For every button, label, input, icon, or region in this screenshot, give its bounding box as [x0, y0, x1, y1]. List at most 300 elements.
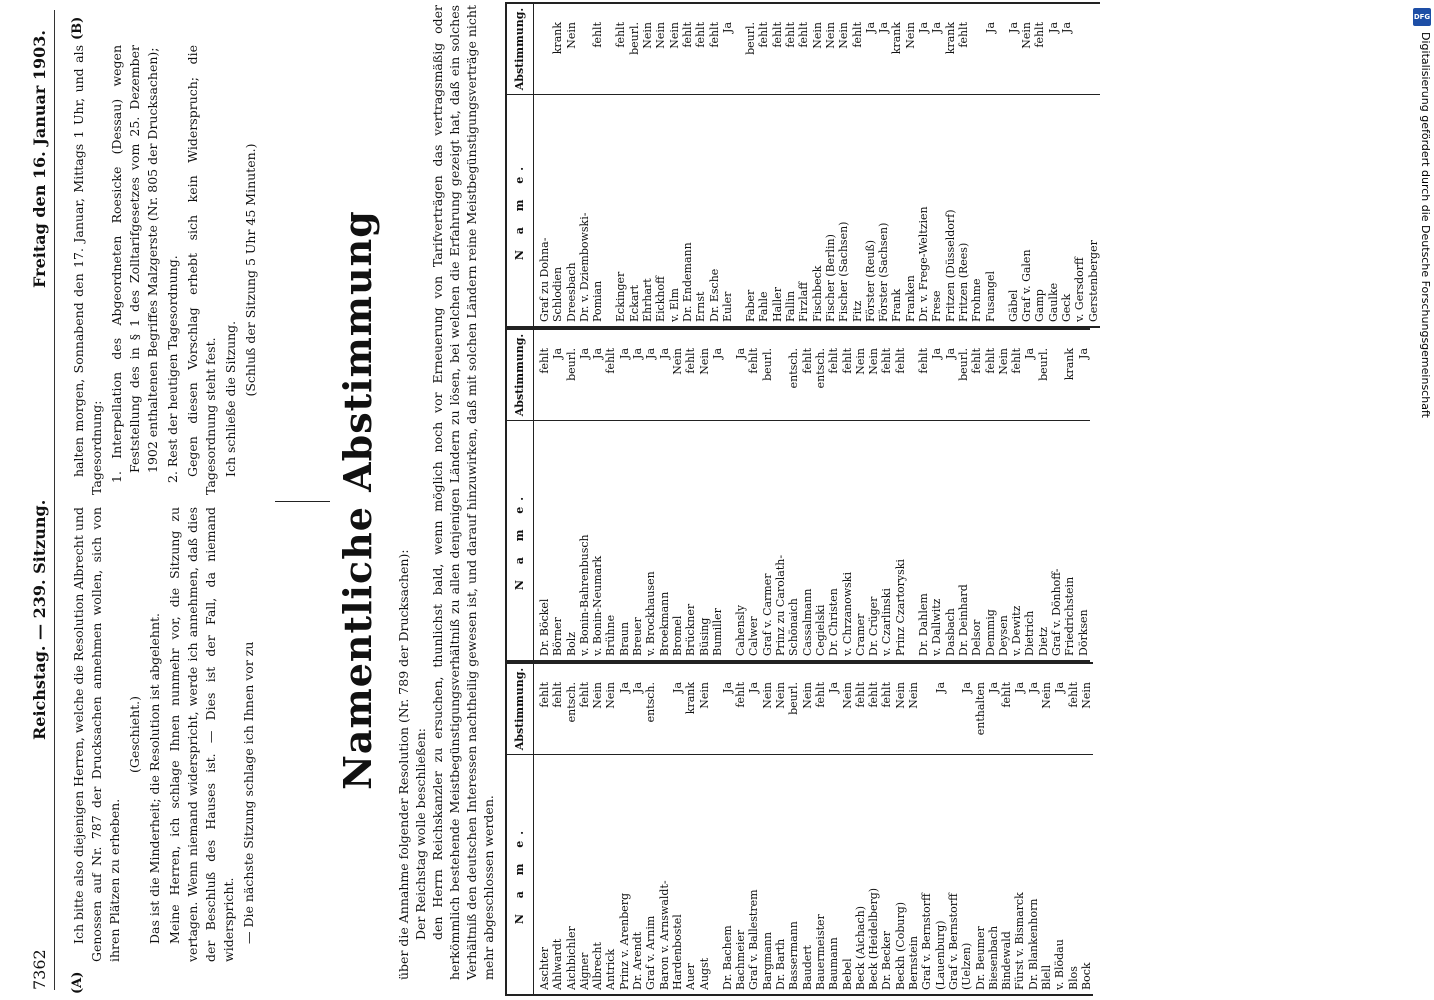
page-header	[14, 10, 54, 990]
voter-name: (Uelzen)	[960, 942, 974, 990]
vote-value: fehlt	[840, 348, 854, 374]
vote-value	[774, 330, 787, 420]
vote-value: fehlt	[970, 348, 984, 374]
voter-name: Dr. Endemann	[680, 242, 694, 322]
voter-name: Dr. Deinhard	[956, 584, 970, 656]
voter-name: Dr. Crüger	[867, 596, 881, 656]
speech-paragraph: Das ist die Minderheit; die Resolution ist abgelehnt.	[147, 612, 162, 944]
voter-name: Franken	[903, 275, 917, 322]
vote-value: Ja	[720, 682, 734, 693]
voter-name	[734, 97, 744, 322]
vote-value: beurl.	[760, 348, 774, 381]
voter-name: Prinz zu Carolath-	[774, 554, 788, 656]
speech-paragraph: (Schluß der Sitzung 5 Uhr 45 Minuten.)	[243, 143, 258, 397]
vote-value: Nein	[774, 682, 788, 709]
vote-value: fehlt	[694, 22, 708, 48]
vote-value: fehlt	[707, 22, 721, 48]
vote-value: Ja	[960, 682, 974, 693]
vote-value: enthalten	[973, 682, 987, 736]
voter-name: Eckinger	[614, 271, 628, 322]
voter-name: Delsor	[970, 619, 984, 656]
vote-value: fehlt	[867, 682, 881, 708]
vote-value: Nein	[670, 348, 684, 375]
vote-value: beurl.	[744, 22, 758, 55]
voter-name: v. Elm	[667, 288, 681, 322]
vote-column-header: Abstimmung.	[513, 333, 526, 417]
voter-name: Blell	[1039, 964, 1053, 990]
vote-value	[711, 664, 721, 754]
voter-name: Beckh (Coburg)	[893, 901, 907, 990]
vote-value: fehlt	[577, 682, 591, 708]
voter-name: Bachmeier	[734, 929, 748, 990]
vote-value: Ja	[877, 22, 891, 33]
speech-paragraph: Meine Herren, ich schlage Ihnen nunmehr vor, die Sitzung zu vertagen. Wenn niemand widerspricht, werde ich annehmen, daß dies der Beschluß des Hauses ist. — Dies ist der Fall, da niemand widerspricht.	[167, 507, 236, 962]
name-column-header: N a m e.	[507, 94, 533, 326]
resolution-text: den Herrn Reichskanzler zu ersuchen, thunlichst bald, wenn möglich noch vor Erneuerung von Tarifverträgen das vertragsmäßig oder herkömmlich bestehende Meistbegünstigungsverhältniß zu allen denjenigen Ländern zu lösen, bei welchen die Erfahrung gezeigt hat, daß ein solches Verhältniß den deutschen Interessen nachtheilig gewesen ist, und darauf hinzuwirken, daß mit solchen Ländern reine Meistbegünstigungsverträge nicht mehr abgeschlossen werden.	[430, 5, 496, 980]
vote-value: Nein	[823, 22, 837, 49]
digitization-notice: Digitalisierung gefördert durch die Deutsche Forschungsgemeinschaft	[1419, 32, 1432, 418]
voter-name: Fritzen (Rees)	[956, 242, 970, 322]
voter-name: Bernstein	[907, 935, 921, 990]
voter-name: Ehrhart	[641, 278, 655, 322]
voter-name: Graf zu Dohna-	[538, 237, 551, 322]
voter-name: Dr. Bachem	[720, 925, 734, 990]
digitization-strip	[1410, 0, 1434, 1000]
voter-name: Bauermeister	[813, 914, 827, 990]
vote-value	[997, 4, 1007, 94]
vote-value: krank	[1063, 348, 1077, 381]
vote-value: Ja	[734, 348, 748, 359]
vote-value: fehlt	[680, 22, 694, 48]
voter-name: Fahle	[757, 291, 771, 322]
margin-marker-b: (B)	[70, 16, 85, 40]
vote-value: fehlt	[757, 22, 771, 48]
vote-value: entsch.	[787, 348, 801, 389]
voter-name: Biesenbach	[986, 925, 1000, 990]
voter-name: Eickhoff	[654, 276, 668, 322]
vote-value: Ja	[1013, 682, 1027, 693]
header-rule	[54, 10, 55, 990]
voter-name: Graf v. Bernstorff	[946, 893, 960, 990]
voter-name: Cassalmann	[800, 588, 814, 656]
speech-paragraph: halten morgen, Sonnabend den 17. Januar, Mittags 1 Uhr, und als Tagesordnung:	[71, 45, 104, 495]
vote-value: Ja	[863, 22, 877, 33]
voter-name: v. Gersdorff	[1073, 257, 1087, 322]
vote-value	[970, 4, 983, 94]
voter-name: Cegielski	[813, 604, 827, 656]
vote-value: Ja	[1026, 682, 1040, 693]
vote-value: Nein	[1020, 22, 1034, 49]
voter-name: Blos	[1066, 966, 1080, 990]
vote-value: Ja	[933, 682, 947, 693]
voter-name: Friedrichstein	[1063, 576, 1077, 656]
page-number: 7362	[30, 949, 49, 990]
vote-value: beurl.	[787, 682, 801, 715]
vote-column	[534, 330, 1090, 420]
vote-value	[604, 4, 614, 94]
vote-value: Ja	[917, 22, 931, 33]
vote-value: fehlt	[797, 22, 811, 48]
voter-name	[997, 97, 1007, 322]
voter-name: Dr. Barth	[774, 938, 788, 990]
voter-name: Dr. v. Dziembowski-	[577, 212, 591, 322]
vote-table-1	[505, 662, 1093, 996]
vote-value: fehlt	[551, 682, 565, 708]
voter-name: Bebel	[840, 958, 854, 990]
speech-paragraph: (Geschieht.)	[127, 695, 142, 774]
voter-name: Demmig	[983, 609, 997, 656]
voter-name: (Lauenburg)	[933, 920, 947, 990]
vote-column-header: Abstimmung.	[513, 7, 526, 91]
voter-name: Graf v. Bernstorff	[920, 893, 934, 990]
voter-name: Antrick	[604, 948, 618, 990]
voter-name: Bumiller	[710, 608, 724, 656]
voter-name: Haller	[770, 287, 784, 322]
vote-value: krank	[890, 22, 904, 55]
vote-value: Nein	[1079, 682, 1093, 709]
voter-name: Geck	[1059, 293, 1073, 322]
vote-value: Nein	[667, 22, 681, 49]
vote-value: Ja	[1023, 348, 1037, 359]
voter-name: Brühne	[604, 614, 618, 656]
vote-value: Nein	[907, 682, 921, 709]
vote-value	[1087, 4, 1100, 94]
speech-paragraph: — Die nächste Sitzung schlage ich Ihnen vor zu	[241, 641, 256, 944]
vote-value: beurl.	[956, 348, 970, 381]
voter-name: v. Chrzanowski	[840, 572, 854, 656]
vote-value: Ja	[551, 348, 565, 359]
voter-name: v. Dallwitz	[930, 598, 944, 656]
voter-name: Fischbeck	[810, 265, 824, 322]
vote-column-header: Abstimmung.	[513, 667, 526, 751]
voter-name: Brückner	[684, 603, 698, 656]
vote-value: Ja	[577, 348, 591, 359]
voter-name: Dr. Becker	[880, 930, 894, 990]
voter-name: Dr. Beumer	[973, 926, 987, 990]
voter-name: Förster (Reuß)	[863, 239, 877, 322]
voter-name: v. Brockhausen	[644, 571, 658, 656]
voter-name: Dietrich	[1023, 610, 1037, 656]
voter-name: Frohme	[970, 278, 984, 322]
vote-value	[578, 4, 591, 94]
voter-name: v. Dewitz	[1010, 605, 1024, 656]
voter-name: Fürst v. Bismarck	[1013, 892, 1027, 990]
vote-value: Ja	[1046, 22, 1060, 33]
vote-value: fehlt	[784, 22, 798, 48]
vote-value: Ja	[930, 22, 944, 33]
voter-name: Gerstenberger	[1086, 240, 1100, 322]
voter-name: Schlodien	[551, 266, 565, 322]
vote-table-2	[505, 328, 1090, 662]
vote-value: Ja	[617, 348, 631, 359]
voter-name: Graf v. Arnim	[644, 915, 658, 990]
voter-name: Eckart	[627, 284, 641, 322]
voter-name: Firzlaff	[797, 281, 811, 322]
name-column	[534, 420, 1090, 660]
table-header	[507, 4, 534, 326]
vote-value: fehlt	[893, 348, 907, 374]
voter-name: Beck (Heidelberg)	[867, 887, 881, 990]
vote-value: beurl.	[1036, 348, 1050, 381]
voter-name	[604, 97, 614, 322]
vote-value: krank	[551, 22, 565, 55]
voter-name: v. Czarlinski	[880, 588, 894, 656]
speech-paragraph: Ich schließe die Sitzung.	[223, 320, 238, 477]
voter-name: Frank	[890, 288, 904, 322]
voter-name: Braun	[617, 621, 631, 656]
voter-name: Augst	[697, 957, 711, 990]
voter-name: Pomian	[591, 280, 605, 322]
vote-value: fehlt	[604, 348, 618, 374]
vote-value: Ja	[827, 682, 841, 693]
voter-name: Fitz	[850, 300, 864, 322]
speech-left-column	[70, 507, 260, 962]
table-header	[507, 664, 534, 994]
vote-value	[1050, 330, 1063, 420]
vote-value: Nein	[654, 22, 668, 49]
voter-name: Gaulke	[1046, 282, 1060, 322]
voter-name: Graf v. Galen	[1020, 249, 1034, 322]
vote-value: Nein	[840, 682, 854, 709]
vote-value: beurl.	[564, 348, 578, 381]
voter-name: Fusangel	[983, 270, 997, 322]
voter-name: Hardenbostel	[670, 914, 684, 990]
vote-value	[947, 664, 960, 754]
voter-name: Prinz Czartoryski	[893, 559, 907, 656]
vote-value: Nein	[800, 682, 814, 709]
name-column-header: N a m e.	[507, 420, 533, 660]
voter-name: Broekmann	[657, 591, 671, 656]
vote-value: Nein	[760, 682, 774, 709]
vote-value: Nein	[604, 682, 618, 709]
vote-value	[538, 4, 551, 94]
voter-name: Graf v. Dönhoff-	[1049, 568, 1063, 656]
voter-name: Fischer (Berlin)	[823, 234, 837, 322]
vote-value: Ja	[631, 348, 645, 359]
vote-value: Ja	[591, 348, 605, 359]
voter-name: Gäbel	[1006, 289, 1020, 322]
vote-value: fehlt	[591, 22, 605, 48]
vote-value: Nein	[697, 682, 711, 709]
vote-value: Ja	[983, 22, 997, 33]
vote-value: fehlt	[983, 348, 997, 374]
voter-name: Frese	[930, 290, 944, 322]
voter-name: Faber	[744, 289, 758, 322]
voter-name: Baudert	[800, 945, 814, 990]
voter-name: v. Bonin-Bahrenbusch	[577, 534, 591, 656]
name-column	[534, 754, 1093, 994]
vote-value: entsch.	[564, 682, 578, 723]
voter-name: Dreesbach	[564, 262, 578, 322]
intro-line: Der Reichstag wolle beschließen:	[413, 728, 428, 940]
voter-name: Aschter	[538, 946, 551, 990]
voter-name: Gamp	[1033, 289, 1047, 322]
section-divider	[275, 498, 330, 502]
voter-name: Dr. v. Frege-Weltzien	[917, 206, 931, 322]
table-header	[507, 330, 534, 660]
vote-value: krank	[943, 22, 957, 55]
vote-value: Ja	[710, 348, 724, 359]
vote-value: fehlt	[734, 682, 748, 708]
voter-name: Dr. Böckel	[538, 598, 551, 656]
session-date: Freitag den 16. Januar 1903.	[30, 30, 49, 288]
vote-value: Nein	[697, 348, 711, 375]
vote-value: Ja	[657, 348, 671, 359]
voter-name: Baron v. Arnswaldt-	[657, 880, 671, 990]
voter-name: Baumann	[827, 937, 841, 990]
voter-name: Fischer (Sachsen)	[837, 221, 851, 322]
voter-name: Bindewald	[1000, 931, 1014, 990]
voter-name: Bassermann	[787, 921, 801, 990]
vote-value: krank	[684, 682, 698, 715]
voter-name: Bock	[1079, 962, 1093, 990]
voter-name: Ahlwardt	[551, 938, 565, 990]
voter-name: Dr. Dahlem	[917, 593, 931, 656]
voter-name	[711, 757, 721, 990]
vote-value: Ja	[986, 682, 1000, 693]
vote-value: Nein	[893, 682, 907, 709]
voter-name: Büsing	[697, 617, 711, 656]
vote-value: Ja	[720, 22, 734, 33]
vote-value: fehlt	[538, 348, 551, 374]
vote-value	[658, 664, 671, 754]
voter-name	[724, 423, 734, 656]
vote-value: Ja	[1006, 22, 1020, 33]
name-column-header: N a m e.	[507, 754, 533, 994]
session-title: Reichstag. — 239. Sitzung.	[30, 499, 49, 740]
voter-name: Bolz	[564, 631, 578, 656]
voter-name: Dr. Esche	[707, 268, 721, 322]
vote-value: fehlt	[827, 348, 841, 374]
voter-name: v. Bonin-Neumark	[591, 555, 605, 656]
voter-name: Deysen	[996, 615, 1010, 656]
voter-name: Auer	[684, 963, 698, 990]
vote-value: fehlt	[880, 348, 894, 374]
vote-value: fehlt	[880, 682, 894, 708]
vote-column	[534, 4, 1100, 94]
voter-name: Euler	[720, 291, 734, 322]
dfg-logo: DFG	[1413, 8, 1431, 26]
voter-name: Cahensly	[734, 604, 748, 656]
voter-name: v. Blödau	[1053, 939, 1067, 990]
vote-value: Nein	[853, 348, 867, 375]
voter-name: Aichbichler	[564, 926, 578, 990]
voter-name: Beck (Aichach)	[853, 905, 867, 990]
vote-value: entsch.	[644, 682, 658, 723]
vote-value: Nein	[1039, 682, 1053, 709]
vote-value: Nein	[867, 348, 881, 375]
vote-value: fehlt	[853, 682, 867, 708]
voter-name: Dörksen	[1076, 609, 1090, 656]
vote-value	[907, 330, 917, 420]
vote-value	[734, 4, 744, 94]
vote-value	[920, 664, 933, 754]
voter-name: Cramer	[853, 613, 867, 656]
vote-value	[724, 330, 734, 420]
vote-value: fehlt	[747, 348, 761, 374]
vote-value: fehlt	[917, 348, 931, 374]
vote-value: Ja	[617, 682, 631, 693]
vote-value: Ja	[1053, 682, 1067, 693]
name-column	[534, 94, 1100, 326]
vote-value: entsch.	[813, 348, 827, 389]
vote-column	[534, 664, 1093, 754]
vote-value: Ja	[670, 682, 684, 693]
vote-value: fehlt	[538, 682, 551, 708]
vote-value	[1073, 4, 1086, 94]
voter-name: Prinz v. Arenberg	[617, 892, 631, 990]
voter-name: Aigner	[577, 952, 591, 990]
vote-value: fehlt	[1066, 682, 1080, 708]
agenda-item: 2. Rest der heutigen Tagesordnung.	[165, 255, 180, 483]
vote-value: Nein	[810, 22, 824, 49]
speech-paragraph: Gegen diesen Vorschlag erhebt sich kein Widerspruch; die Tagesordnung steht fest.	[185, 45, 218, 495]
vote-value: Ja	[943, 348, 957, 359]
vote-value: fehlt	[850, 22, 864, 48]
vote-value: Nein	[591, 682, 605, 709]
voter-name: Calwer	[747, 616, 761, 656]
voter-name: Bromel	[670, 615, 684, 656]
voter-name: Albrecht	[591, 942, 605, 990]
vote-value: Nein	[903, 22, 917, 49]
vote-value: Ja	[644, 348, 658, 359]
vote-value: Nein	[837, 22, 851, 49]
voter-name: Bargmann	[760, 931, 774, 990]
vote-value: Ja	[1059, 22, 1073, 33]
vote-value: Ja	[747, 682, 761, 693]
voter-name	[907, 423, 917, 656]
voter-name: Dr. Christen	[827, 588, 841, 656]
vote-value: Nein	[996, 348, 1010, 375]
vote-value: fehlt	[956, 22, 970, 48]
agenda-item: 1. Interpellation des Abgeordneten Roesicke (Dessau) wegen Feststellung des in § 1 des Zolltarifgesetzes vom 25. Dezember 1902 enthaltenen Begriffes Malzgerste (Nr. 805 der Drucksachen);	[109, 45, 160, 483]
vote-value: fehlt	[1033, 22, 1047, 48]
vote-value: fehlt	[1000, 682, 1014, 708]
voter-name: Ernst	[694, 291, 708, 322]
voter-name: Schönaich	[787, 598, 801, 656]
vote-value: fehlt	[770, 22, 784, 48]
vote-value: fehlt	[614, 22, 628, 48]
vote-value: Ja	[930, 348, 944, 359]
vote-value: fehlt	[684, 348, 698, 374]
voter-name: Graf v. Carmer	[760, 573, 774, 656]
voter-name: Dr. Blankenhorn	[1026, 898, 1040, 990]
vote-table-3	[505, 2, 1100, 328]
resolution-intro	[395, 5, 497, 980]
voter-name: Börner	[551, 617, 565, 656]
voter-name: Förster (Sachsen)	[877, 222, 891, 322]
speech-right-column	[70, 45, 262, 495]
vote-value: fehlt	[813, 682, 827, 708]
vote-value: fehlt	[800, 348, 814, 374]
voter-name: Dasbach	[943, 608, 957, 656]
speech-paragraph: Ich bitte also diejenigen Herren, welche die Resolution Albrecht und Genossen auf Nr. 787 der Drucksachen annehmen wollen, sich von ihren Plätzen zu erheben.	[71, 507, 122, 962]
margin-marker-a: (A)	[70, 971, 85, 994]
voter-name: Breuer	[631, 617, 645, 656]
voter-name: Fritzen (Düsseldorf)	[943, 209, 957, 322]
vote-value: Ja	[1076, 348, 1090, 359]
voter-name: Dr. Arendt	[631, 931, 645, 990]
voter-name: Dietz	[1036, 626, 1050, 656]
vote-value: Ja	[631, 682, 645, 693]
intro-line: über die Annahme folgender Resolution (Nr. 789 der Drucksachen):	[396, 549, 411, 980]
vote-value: Nein	[641, 22, 655, 49]
vote-value: beurl.	[627, 22, 641, 55]
voter-name: Fallin	[784, 290, 798, 322]
vote-value: fehlt	[1010, 348, 1024, 374]
vote-value: Nein	[564, 22, 578, 49]
vote-title: Namentliche Abstimmung	[335, 210, 380, 790]
